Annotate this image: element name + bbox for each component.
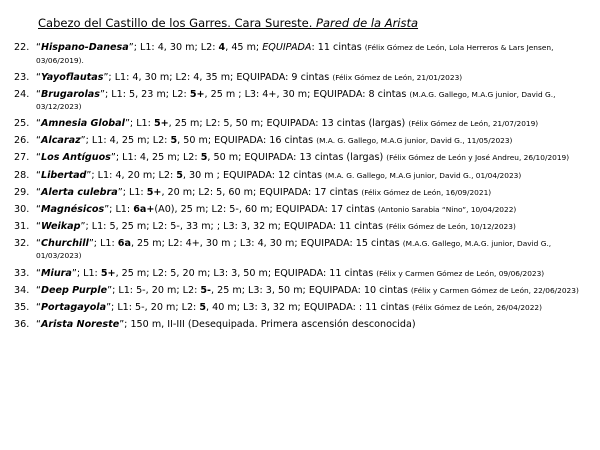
route-number: 22.	[14, 42, 30, 53]
route-name: Weikap	[40, 220, 81, 232]
route-grade: 5	[199, 301, 207, 313]
route-grade: 6a	[117, 237, 131, 249]
route-number: 28.	[14, 169, 30, 181]
route-item	[14, 42, 592, 67]
route-grade: 5+	[189, 88, 205, 100]
route-description	[36, 204, 592, 217]
route-text: ”; L1: 5-, 20 m; L2:	[106, 301, 200, 313]
route-credits: (M.A. G. Gallego, M.A.G junior, David G., 11/05/2023)	[316, 136, 513, 146]
route-item	[14, 221, 592, 234]
route-text: ”; L1:	[104, 203, 134, 215]
route-item	[14, 170, 592, 183]
route-credits: (Félix Gómez de León, 21/07/2019)	[408, 119, 539, 129]
route-text: “	[36, 135, 41, 147]
route-credits: (Félix Gómez de León, 21/01/2023)	[332, 72, 463, 82]
route-name: Yayoflautas	[40, 71, 104, 83]
route-text: : 11 cintas	[311, 42, 365, 53]
route-credits: (Félix Gómez de León, 10/12/2023)	[386, 221, 516, 231]
route-description	[36, 170, 592, 183]
route-description	[36, 285, 592, 298]
route-list	[14, 42, 592, 336]
route-credits: (Félix Gómez de León, 16/09/2021)	[361, 187, 492, 197]
route-text: ”; 150 m, II-III (Desequipada. Primera ascensión desconocida)	[119, 318, 416, 330]
route-text: “	[36, 71, 41, 83]
route-text: ”; L1:	[124, 118, 154, 130]
route-item	[14, 302, 592, 315]
route-text: ”; L1:	[88, 237, 118, 249]
route-name: Hispano-Danesa	[40, 42, 129, 53]
route-text: ”; L1: 5, 25 m; L2: 5-, 33 m; ; L3: 3, 32 m; EQUIPADA: 11 cintas	[80, 220, 386, 232]
route-item	[14, 268, 592, 281]
route-text: ”; L1: 4, 30 m; L2:	[128, 42, 219, 53]
route-description	[36, 221, 592, 234]
route-credits: (M.A.G. Gallego, M.A.G junior, David G., 03/12/2023)	[36, 89, 556, 112]
route-name: Alcaraz	[40, 135, 81, 147]
route-number: 35.	[14, 301, 30, 313]
route-credits: (Félix Gómez de León, Lola Herreros & Lars Jensen, 03/06/2019).	[36, 43, 554, 65]
route-description	[36, 135, 592, 148]
route-text: , 50 m; EQUIPADA: 13 cintas (largas)	[207, 152, 387, 164]
route-description	[36, 42, 592, 67]
route-item	[14, 187, 592, 200]
route-text: , 50 m; EQUIPADA: 16 cintas	[177, 135, 317, 147]
route-credits: (Félix y Carmen Gómez de León, 09/06/2023)	[376, 268, 545, 278]
route-name: Amnesia Global	[40, 118, 125, 130]
route-credits: (Félix y Carmen Gómez de León, 22/06/2023)	[410, 285, 579, 295]
route-credits: (Félix Gómez de León y José Andreu, 26/10/2019)	[386, 153, 570, 163]
route-text: “	[36, 118, 41, 130]
route-grade: 5	[200, 152, 208, 164]
route-name: Deep Purple	[40, 284, 108, 296]
route-text: “	[36, 318, 41, 330]
route-text: “	[36, 186, 41, 198]
route-description	[36, 302, 592, 315]
route-credits: (M.A. G. Gallego, M.A.G junior, David G., 01/04/2023)	[325, 170, 522, 180]
route-item	[14, 118, 592, 131]
route-text: “	[36, 284, 41, 296]
route-name: Arista Noreste	[40, 318, 120, 330]
route-name: Magnésicos	[40, 203, 105, 215]
route-name: Churchill	[40, 237, 89, 249]
route-text: ”; L1: 4, 30 m; L2: 4, 35 m; EQUIPADA: 9 cintas	[103, 71, 333, 83]
route-item	[14, 89, 592, 114]
route-name: Alerta culebra	[40, 186, 118, 198]
route-text: “	[36, 267, 41, 279]
route-description	[36, 187, 592, 200]
route-number: 31.	[14, 220, 30, 232]
route-text: “	[36, 152, 41, 164]
route-description	[36, 319, 592, 332]
route-description	[36, 72, 592, 85]
route-description	[36, 238, 592, 263]
route-name: Portagayola	[40, 301, 107, 313]
route-equipada: EQUIPADA	[262, 42, 312, 53]
route-text: “	[36, 237, 41, 249]
route-text: , 45 m;	[225, 42, 263, 53]
route-item	[14, 204, 592, 217]
route-number: 33.	[14, 267, 30, 279]
title-italic: Pared de la Arista	[316, 16, 419, 30]
route-number: 26.	[14, 135, 30, 147]
route-grade: 5+	[153, 118, 169, 130]
route-item	[14, 285, 592, 298]
route-item	[14, 238, 592, 263]
route-item	[14, 72, 592, 85]
route-item	[14, 135, 592, 148]
route-number: 36.	[14, 318, 30, 330]
route-number: 29.	[14, 186, 30, 198]
route-description	[36, 152, 592, 165]
route-number: 23.	[14, 71, 30, 83]
route-text: ”; L1: 4, 25 m; L2:	[110, 152, 201, 164]
route-number: 25.	[14, 118, 30, 130]
route-credits: (Antonio Sarabia “Nino”, 10/04/2022)	[377, 204, 517, 214]
route-text: ”; L1:	[117, 186, 147, 198]
route-text: , 25 m; L3: 3, 50 m; EQUIPADA: 10 cintas	[211, 284, 411, 296]
route-grade: 6a+	[133, 203, 155, 215]
route-grade: 5-	[200, 284, 212, 296]
route-text: ”; L1: 5, 23 m; L2:	[100, 88, 190, 100]
route-credits: (Félix Gómez de León, 26/04/2022)	[412, 302, 543, 312]
route-credits: (M.A.G. Gallego, M.A.G. junior, David G., 01/03/2023)	[36, 238, 552, 261]
route-text: , 30 m ; EQUIPADA: 12 cintas	[182, 169, 326, 181]
route-name: Los Antíguos	[40, 152, 111, 164]
route-item	[14, 319, 592, 332]
route-text: ”; L1:	[71, 267, 101, 279]
route-name: Brugarolas	[40, 88, 100, 100]
route-text: “	[36, 169, 41, 181]
route-text: “	[36, 42, 41, 53]
route-grade: 5	[176, 169, 183, 181]
route-text: , 25 m; L2: 5, 20 m; L3: 3, 50 m; EQUIPADA: 11 cintas	[115, 267, 377, 279]
page-title	[38, 16, 418, 31]
route-description	[36, 89, 592, 114]
route-number: 34.	[14, 284, 30, 296]
route-grade: 4	[218, 42, 226, 53]
route-text: “	[36, 203, 41, 215]
route-name: Libertad	[40, 169, 87, 181]
route-text: ”; L1: 4, 25 m; L2:	[80, 135, 171, 147]
route-number: 30.	[14, 203, 30, 215]
route-text: “	[36, 301, 41, 313]
route-description	[36, 268, 592, 281]
route-text: “	[36, 88, 41, 100]
route-text: , 25 m; L2: 4+, 30 m ; L3: 4, 30 m; EQUIPADA: 15 cintas	[130, 237, 403, 249]
route-text: ”; L1: 4, 20 m; L2:	[86, 169, 177, 181]
route-description	[36, 118, 592, 131]
route-grade: 5+	[146, 186, 162, 198]
route-number: 24.	[14, 88, 30, 100]
route-number: 27.	[14, 152, 30, 164]
route-text: , 40 m; L3: 3, 32 m; EQUIPADA: : 11 cintas	[206, 301, 413, 313]
route-text: “	[36, 220, 41, 232]
route-text: , 25 m; L2: 5, 50 m; EQUIPADA: 13 cintas (largas)	[168, 118, 409, 130]
route-text: ”; L1: 5-, 20 m; L2:	[107, 284, 201, 296]
route-text: (A0), 25 m; L2: 5-, 60 m; EQUIPADA: 17 cintas	[154, 203, 378, 215]
route-text: , 25 m ; L3: 4+, 30 m; EQUIPADA: 8 cintas	[204, 88, 410, 100]
route-grade: 5+	[100, 267, 116, 279]
route-grade: 5	[170, 135, 178, 147]
route-item	[14, 152, 592, 165]
title-main: Cabezo del Castillo de los Garres. Cara Sureste.	[38, 16, 317, 30]
route-number: 32.	[14, 237, 30, 249]
route-text: , 20 m; L2: 5, 60 m; EQUIPADA: 17 cintas	[161, 186, 362, 198]
route-name: Miura	[40, 267, 72, 279]
